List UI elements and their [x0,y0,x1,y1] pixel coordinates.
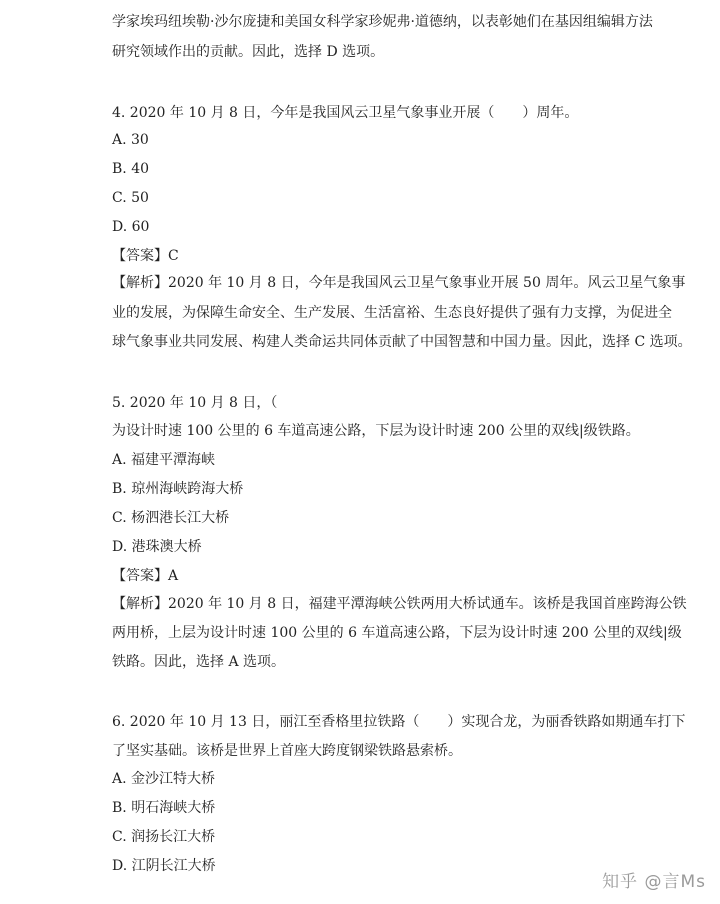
question-4-option: A. 30 [112,132,149,148]
question-4-analysis: 球气象事业共同发展、构建人类命运共同体贡献了中国智慧和中国力量。因此，选择 C 选项。 [112,334,692,350]
question-5-answer: 【答案】A [112,568,179,584]
question-6-option: A. 金沙江特大桥 [112,771,216,787]
question-5-option: D. 港珠澳大桥 [112,539,202,555]
question-4-option: B. 40 [112,161,150,177]
question-4-option: D. 60 [112,219,150,235]
question-4-option: C. 50 [112,190,149,206]
question-5-analysis: 【解析】2020 年 10 月 8 日，福建平潭海峡公铁两用大桥试通车。该桥是我国首座跨海公铁 [112,596,687,612]
question-4-answer: 【答案】C [112,248,179,264]
question-4-analysis: 【解析】2020 年 10 月 8 日，今年是我国风云卫星气象事业开展 50 周年。风云卫星气象事 [112,275,686,291]
intro-line: 研究领域作出的贡献。因此，选择 D 选项。 [112,44,385,60]
question-5-option: A. 福建平潭海峡 [112,452,216,468]
question-5-stem: 为设计时速 100 公里的 6 车道高速公路，下层为设计时速 200 公里的双线|级铁路。 [112,423,640,439]
question-6-option: B. 明石海峡大桥 [112,800,216,816]
question-5-analysis: 铁路。因此，选择 A 选项。 [112,654,286,670]
question-6-stem: 了坚实基础。该桥是世界上首座大跨度钢梁铁路悬索桥。 [112,743,462,759]
question-5-option: B. 琼州海峡跨海大桥 [112,481,244,497]
question-4-stem: 4. 2020 年 10 月 8 日，今年是我国风云卫星气象事业开展（ ）周年。 [112,105,579,121]
question-6-option: C. 润扬长江大桥 [112,829,216,845]
intro-line: 学家埃玛纽埃勒·沙尔庞捷和美国女科学家珍妮弗·道德纳，以表彰她们在基因组编辑方法 [112,14,653,30]
question-6-stem: 6. 2020 年 10 月 13 日，丽江至香格里拉铁路（ ）实现合龙，为丽香铁路如期通车打下 [112,714,686,730]
question-6-option: D. 江阴长江大桥 [112,858,216,874]
question-5-option: C. 杨泗港长江大桥 [112,510,230,526]
zhihu-watermark: 知乎 @言Ms [602,872,706,892]
question-5-stem: 5. 2020 年 10 月 8 日，（ [112,395,278,411]
question-5-analysis: 两用桥，上层为设计时速 100 公里的 6 车道高速公路，下层为设计时速 200 公里的双线|级 [112,625,682,641]
question-4-analysis: 业的发展，为保障生命安全、生产发展、生活富裕、生态良好提供了强有力支撑，为促进全 [112,305,672,321]
